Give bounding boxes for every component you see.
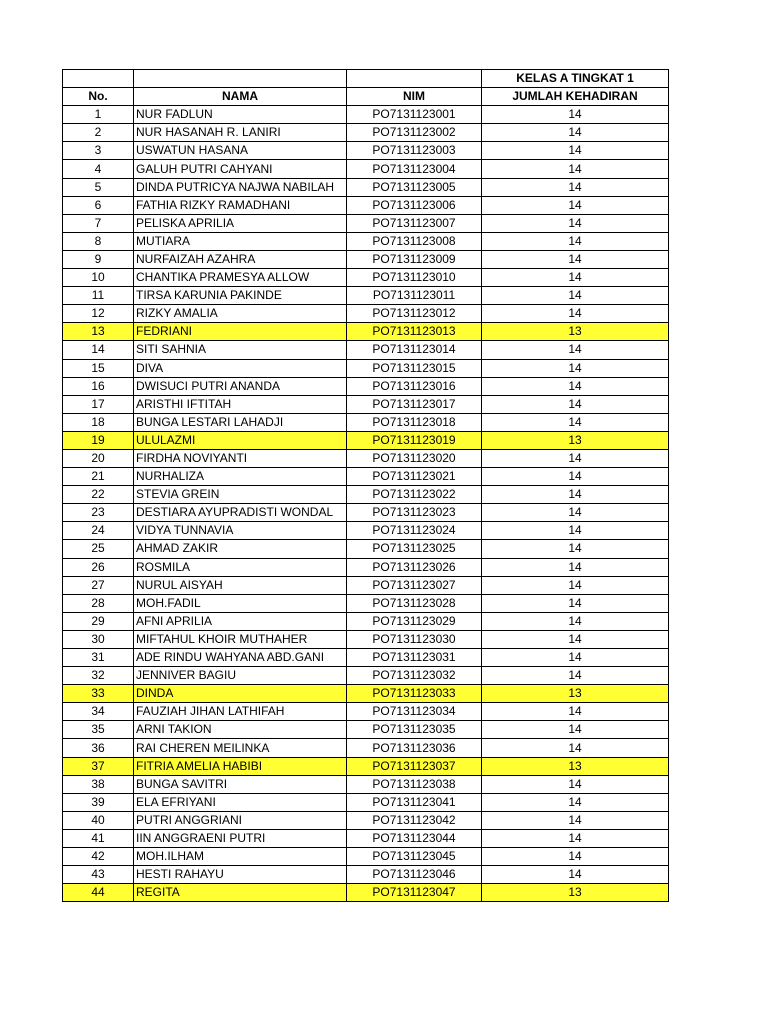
- cell-nama: MOH.ILHAM: [134, 848, 347, 866]
- table-row: [63, 486, 669, 504]
- cell-jumlah-kehadiran: 14: [482, 649, 669, 667]
- cell-jumlah-kehadiran: 14: [482, 196, 669, 214]
- cell-no: 22: [63, 486, 134, 504]
- cell-nama: DESTIARA AYUPRADISTI WONDAL: [134, 504, 347, 522]
- cell-no: 35: [63, 721, 134, 739]
- cell-jumlah-kehadiran: 14: [482, 866, 669, 884]
- table-row: [63, 359, 669, 377]
- cell-nama: MUTIARA: [134, 232, 347, 250]
- cell-jumlah-kehadiran: 13: [482, 431, 669, 449]
- table-row: [63, 775, 669, 793]
- cell-no: 19: [63, 431, 134, 449]
- cell-nim: PO7131123015: [347, 359, 482, 377]
- cell-nama: JENNIVER BAGIU: [134, 667, 347, 685]
- table-row: [63, 377, 669, 395]
- cell-nama: DINDA PUTRICYA NAJWA NABILAH: [134, 178, 347, 196]
- cell-nim: PO7131123027: [347, 576, 482, 594]
- cell-jumlah-kehadiran: 14: [482, 540, 669, 558]
- cell-nim: PO7131123003: [347, 142, 482, 160]
- cell-jumlah-kehadiran: 14: [482, 124, 669, 142]
- cell-nim: PO7131123016: [347, 377, 482, 395]
- cell-jumlah-kehadiran: 14: [482, 214, 669, 232]
- cell-no: 27: [63, 576, 134, 594]
- table-row: [63, 160, 669, 178]
- cell-nama: FAUZIAH JIHAN LATHIFAH: [134, 703, 347, 721]
- cell-nama: BUNGA SAVITRI: [134, 775, 347, 793]
- cell-nama: AHMAD ZAKIR: [134, 540, 347, 558]
- cell-jumlah-kehadiran: 14: [482, 468, 669, 486]
- cell-nama: ADE RINDU WAHYANA ABD.GANI: [134, 649, 347, 667]
- cell-jumlah-kehadiran: 13: [482, 323, 669, 341]
- cell-jumlah-kehadiran: 14: [482, 232, 669, 250]
- cell-nim: PO7131123038: [347, 775, 482, 793]
- cell-nama: DIVA: [134, 359, 347, 377]
- attendance-table: [62, 69, 669, 902]
- table-row: [63, 594, 669, 612]
- cell-jumlah-kehadiran: 14: [482, 142, 669, 160]
- cell-nim: PO7131123033: [347, 685, 482, 703]
- cell-nim: PO7131123028: [347, 594, 482, 612]
- table-row: [63, 866, 669, 884]
- header-class-label: KELAS A TINGKAT 1: [482, 70, 669, 88]
- table-row: [63, 504, 669, 522]
- cell-no: 2: [63, 124, 134, 142]
- table-row: [63, 540, 669, 558]
- cell-nama: GALUH PUTRI CAHYANI: [134, 160, 347, 178]
- cell-no: 3: [63, 142, 134, 160]
- table-row: [63, 884, 669, 902]
- cell-no: 9: [63, 250, 134, 268]
- table-row: [63, 250, 669, 268]
- cell-nim: PO7131123046: [347, 866, 482, 884]
- cell-nama: PELISKA APRILIA: [134, 214, 347, 232]
- table-row: [63, 576, 669, 594]
- cell-nama: NURFAIZAH AZAHRA: [134, 250, 347, 268]
- table-row: [63, 178, 669, 196]
- cell-jumlah-kehadiran: 14: [482, 341, 669, 359]
- cell-jumlah-kehadiran: 14: [482, 395, 669, 413]
- cell-nama: DWISUCI PUTRI ANANDA: [134, 377, 347, 395]
- cell-no: 13: [63, 323, 134, 341]
- cell-no: 8: [63, 232, 134, 250]
- cell-jumlah-kehadiran: 14: [482, 576, 669, 594]
- table-row: [63, 685, 669, 703]
- table-row: [63, 214, 669, 232]
- cell-jumlah-kehadiran: 14: [482, 721, 669, 739]
- cell-nama: IIN ANGGRAENI PUTRI: [134, 829, 347, 847]
- cell-nama: AFNI APRILIA: [134, 612, 347, 630]
- cell-no: 25: [63, 540, 134, 558]
- cell-no: 41: [63, 829, 134, 847]
- cell-nim: PO7131123031: [347, 649, 482, 667]
- cell-nim: PO7131123010: [347, 269, 482, 287]
- cell-nim: PO7131123005: [347, 178, 482, 196]
- cell-nama: CHANTIKA PRAMESYA ALLOW: [134, 269, 347, 287]
- cell-no: 29: [63, 612, 134, 630]
- cell-no: 28: [63, 594, 134, 612]
- cell-no: 24: [63, 522, 134, 540]
- cell-nim: PO7131123036: [347, 739, 482, 757]
- cell-nama: ARNI TAKION: [134, 721, 347, 739]
- table-row: [63, 757, 669, 775]
- cell-nama: NURHALIZA: [134, 468, 347, 486]
- cell-nama: SITI SAHNIA: [134, 341, 347, 359]
- cell-jumlah-kehadiran: 14: [482, 703, 669, 721]
- cell-nama: REGITA: [134, 884, 347, 902]
- cell-no: 32: [63, 667, 134, 685]
- cell-no: 30: [63, 630, 134, 648]
- cell-no: 26: [63, 558, 134, 576]
- table-row: [63, 649, 669, 667]
- cell-jumlah-kehadiran: 14: [482, 486, 669, 504]
- cell-jumlah-kehadiran: 14: [482, 449, 669, 467]
- cell-nama: RIZKY AMALIA: [134, 305, 347, 323]
- table-row: [63, 269, 669, 287]
- table-row: [63, 667, 669, 685]
- cell-no: 16: [63, 377, 134, 395]
- cell-jumlah-kehadiran: 14: [482, 504, 669, 522]
- cell-nama: USWATUN HASANA: [134, 142, 347, 160]
- cell-no: 23: [63, 504, 134, 522]
- cell-no: 14: [63, 341, 134, 359]
- cell-nama: FIRDHA NOVIYANTI: [134, 449, 347, 467]
- cell-nama: MOH.FADIL: [134, 594, 347, 612]
- cell-jumlah-kehadiran: 14: [482, 811, 669, 829]
- cell-nama: FATHIA RIZKY RAMADHANI: [134, 196, 347, 214]
- cell-nim: PO7131123026: [347, 558, 482, 576]
- cell-nim: PO7131123018: [347, 413, 482, 431]
- cell-nama: NUR HASANAH R. LANIRI: [134, 124, 347, 142]
- cell-jumlah-kehadiran: 14: [482, 413, 669, 431]
- cell-jumlah-kehadiran: 14: [482, 250, 669, 268]
- cell-jumlah-kehadiran: 14: [482, 558, 669, 576]
- cell-nim: PO7131123035: [347, 721, 482, 739]
- cell-nim: PO7131123013: [347, 323, 482, 341]
- cell-nama: NUR FADLUN: [134, 106, 347, 124]
- cell-nama: BUNGA LESTARI LAHADJI: [134, 413, 347, 431]
- cell-nama: TIRSA KARUNIA PAKINDE: [134, 287, 347, 305]
- cell-no: 11: [63, 287, 134, 305]
- cell-nim: PO7131123041: [347, 793, 482, 811]
- table-row: [63, 196, 669, 214]
- cell-jumlah-kehadiran: 14: [482, 667, 669, 685]
- cell-no: 43: [63, 866, 134, 884]
- cell-nama: ULULAZMI: [134, 431, 347, 449]
- cell-jumlah-kehadiran: 14: [482, 793, 669, 811]
- cell-no: 6: [63, 196, 134, 214]
- cell-nim: PO7131123006: [347, 196, 482, 214]
- cell-nim: PO7131123023: [347, 504, 482, 522]
- cell-nim: PO7131123042: [347, 811, 482, 829]
- header-jumlah-kehadiran: JUMLAH KEHADIRAN: [482, 88, 669, 106]
- cell-nama: FEDRIANI: [134, 323, 347, 341]
- cell-jumlah-kehadiran: 14: [482, 848, 669, 866]
- cell-nama: FITRIA AMELIA HABIBI: [134, 757, 347, 775]
- cell-nim: PO7131123007: [347, 214, 482, 232]
- cell-jumlah-kehadiran: 13: [482, 884, 669, 902]
- cell-nama: VIDYA TUNNAVIA: [134, 522, 347, 540]
- table-row: [63, 323, 669, 341]
- cell-no: 36: [63, 739, 134, 757]
- table-row: [63, 468, 669, 486]
- cell-no: 1: [63, 106, 134, 124]
- cell-jumlah-kehadiran: 14: [482, 522, 669, 540]
- cell-nim: PO7131123025: [347, 540, 482, 558]
- cell-no: 15: [63, 359, 134, 377]
- cell-no: 33: [63, 685, 134, 703]
- table-row: [63, 106, 669, 124]
- table-row: [63, 721, 669, 739]
- cell-nim: PO7131123024: [347, 522, 482, 540]
- table-row: [63, 793, 669, 811]
- table-row: [63, 431, 669, 449]
- table-row: [63, 612, 669, 630]
- table-row: [63, 142, 669, 160]
- cell-no: 31: [63, 649, 134, 667]
- cell-no: 5: [63, 178, 134, 196]
- cell-nim: PO7131123047: [347, 884, 482, 902]
- cell-no: 20: [63, 449, 134, 467]
- table-row: [63, 124, 669, 142]
- cell-jumlah-kehadiran: 13: [482, 685, 669, 703]
- table-row: [63, 558, 669, 576]
- cell-no: 42: [63, 848, 134, 866]
- cell-no: 38: [63, 775, 134, 793]
- cell-nama: NURUL AISYAH: [134, 576, 347, 594]
- cell-nama: MIFTAHUL KHOIR MUTHAHER: [134, 630, 347, 648]
- table-row: [63, 341, 669, 359]
- header-cell-empty-nama: [134, 70, 347, 88]
- cell-jumlah-kehadiran: 14: [482, 377, 669, 395]
- cell-no: 21: [63, 468, 134, 486]
- table-row: [63, 449, 669, 467]
- header-cell-empty-no: [63, 70, 134, 88]
- table-row: [63, 522, 669, 540]
- header-cell-empty-nim: [347, 70, 482, 88]
- cell-nama: DINDA: [134, 685, 347, 703]
- cell-no: 4: [63, 160, 134, 178]
- header-nama: NAMA: [134, 88, 347, 106]
- cell-no: 44: [63, 884, 134, 902]
- cell-jumlah-kehadiran: 14: [482, 775, 669, 793]
- cell-nim: PO7131123002: [347, 124, 482, 142]
- cell-nama: ROSMILA: [134, 558, 347, 576]
- header-nim: NIM: [347, 88, 482, 106]
- table-row: [63, 739, 669, 757]
- cell-nim: PO7131123019: [347, 431, 482, 449]
- table-row: [63, 811, 669, 829]
- header-row-columns: [63, 88, 669, 106]
- table-row: [63, 630, 669, 648]
- cell-no: 7: [63, 214, 134, 232]
- header-no: No.: [63, 88, 134, 106]
- cell-no: 17: [63, 395, 134, 413]
- table-row: [63, 287, 669, 305]
- cell-nim: PO7131123021: [347, 468, 482, 486]
- cell-jumlah-kehadiran: 14: [482, 269, 669, 287]
- table-row: [63, 395, 669, 413]
- cell-jumlah-kehadiran: 14: [482, 305, 669, 323]
- cell-nim: PO7131123017: [347, 395, 482, 413]
- cell-no: 39: [63, 793, 134, 811]
- cell-jumlah-kehadiran: 14: [482, 612, 669, 630]
- cell-no: 37: [63, 757, 134, 775]
- cell-nama: PUTRI ANGGRIANI: [134, 811, 347, 829]
- cell-no: 40: [63, 811, 134, 829]
- cell-nim: PO7131123037: [347, 757, 482, 775]
- cell-nim: PO7131123022: [347, 486, 482, 504]
- cell-jumlah-kehadiran: 14: [482, 739, 669, 757]
- cell-nim: PO7131123030: [347, 630, 482, 648]
- cell-nim: PO7131123029: [347, 612, 482, 630]
- cell-nim: PO7131123001: [347, 106, 482, 124]
- table-row: [63, 703, 669, 721]
- cell-jumlah-kehadiran: 14: [482, 630, 669, 648]
- header-row-group: [63, 70, 669, 88]
- cell-no: 10: [63, 269, 134, 287]
- cell-nim: PO7131123020: [347, 449, 482, 467]
- table-row: [63, 848, 669, 866]
- cell-no: 34: [63, 703, 134, 721]
- table-row: [63, 413, 669, 431]
- cell-nim: PO7131123045: [347, 848, 482, 866]
- cell-nim: PO7131123008: [347, 232, 482, 250]
- attendance-table-body: [63, 70, 669, 902]
- cell-nim: PO7131123009: [347, 250, 482, 268]
- cell-nim: PO7131123012: [347, 305, 482, 323]
- cell-no: 18: [63, 413, 134, 431]
- cell-nama: ELA EFRIYANI: [134, 793, 347, 811]
- cell-nama: HESTI RAHAYU: [134, 866, 347, 884]
- cell-nama: RAI CHEREN MEILINKA: [134, 739, 347, 757]
- cell-nim: PO7131123004: [347, 160, 482, 178]
- cell-jumlah-kehadiran: 14: [482, 106, 669, 124]
- cell-no: 12: [63, 305, 134, 323]
- table-row: [63, 305, 669, 323]
- cell-jumlah-kehadiran: 14: [482, 287, 669, 305]
- cell-jumlah-kehadiran: 14: [482, 829, 669, 847]
- table-row: [63, 829, 669, 847]
- cell-nama: ARISTHI IFTITAH: [134, 395, 347, 413]
- table-row: [63, 232, 669, 250]
- cell-nim: PO7131123014: [347, 341, 482, 359]
- cell-jumlah-kehadiran: 13: [482, 757, 669, 775]
- cell-nim: PO7131123034: [347, 703, 482, 721]
- cell-nama: STEVIA GREIN: [134, 486, 347, 504]
- cell-jumlah-kehadiran: 14: [482, 594, 669, 612]
- cell-nim: PO7131123032: [347, 667, 482, 685]
- cell-jumlah-kehadiran: 14: [482, 178, 669, 196]
- cell-nim: PO7131123044: [347, 829, 482, 847]
- cell-nim: PO7131123011: [347, 287, 482, 305]
- cell-jumlah-kehadiran: 14: [482, 160, 669, 178]
- cell-jumlah-kehadiran: 14: [482, 359, 669, 377]
